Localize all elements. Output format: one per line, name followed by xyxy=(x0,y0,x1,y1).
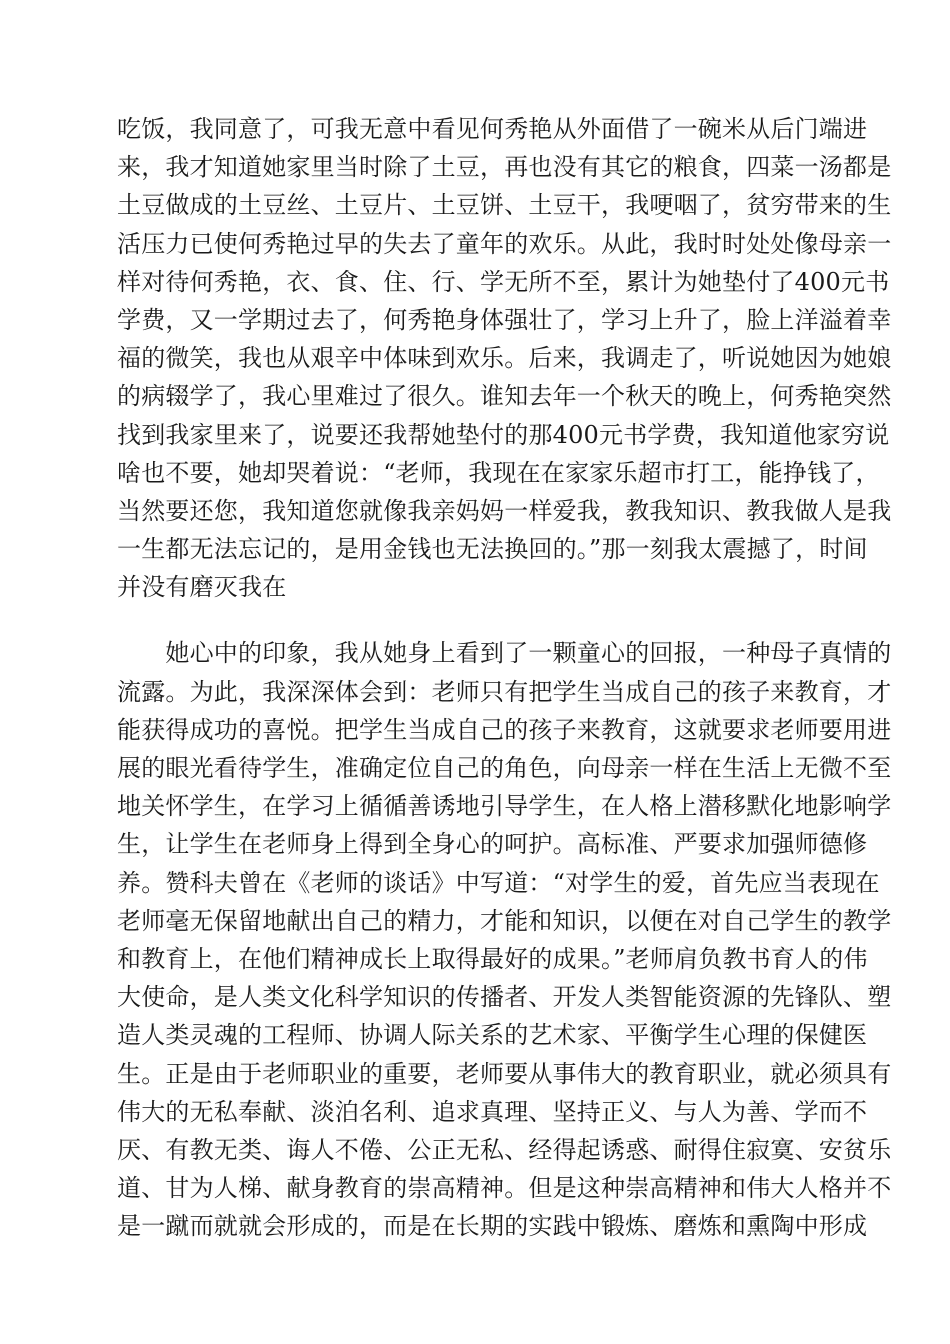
paragraph-2 xyxy=(117,634,892,1245)
text-line: 造人类灵魂的工程师、协调人际关系的艺术家、平衡学生心理的保健医 xyxy=(117,1021,868,1050)
text-line: 是一蹴而就就会形成的，而是在长期的实践中锻炼、磨炼和熏陶中形成 xyxy=(117,1212,868,1241)
text-line: 地关怀学生，在学习上循循善诱地引导学生，在人格上潜移默化地影响学 xyxy=(117,792,892,821)
text-line: 生。正是由于老师职业的重要，老师要从事伟大的教育职业，就必须具有 xyxy=(117,1059,892,1088)
text-line: 学费，又一学期过去了，何秀艳身体强壮了，学习上升了，脸上洋溢着幸 xyxy=(117,305,892,334)
text-line: 啥也不要，她却哭着说：“老师，我现在在家家乐超市打工，能挣钱了， xyxy=(117,458,880,487)
text-line: 一生都无法忘记的，是用金钱也无法换回的。”那一刻我太震撼了，时间 xyxy=(117,535,868,564)
text-line: 能获得成功的喜悦。把学生当成自己的孩子来教育，这就要求老师要用进 xyxy=(117,715,892,744)
text-line: 活压力已使何秀艳过早的失去了童年的欢乐。从此，我时时处处像母亲一 xyxy=(117,229,892,258)
text-line: 样对待何秀艳，衣、食、住、行、学无所不至，累计为她垫付了400元书 xyxy=(117,267,890,296)
text-line: 吃饭，我同意了，可我无意中看见何秀艳从外面借了一碗米从后门端进 xyxy=(117,115,868,143)
paragraph-1 xyxy=(117,110,892,606)
text-line: 当然要还您，我知道您就像我亲妈妈一样爱我，教我知识、教我做人是我 xyxy=(117,496,892,525)
text-line: 大使命，是人类文化科学知识的传播者、开发人类智能资源的先锋队、塑 xyxy=(117,983,892,1012)
text-line: 老师毫无保留地献出自己的精力，才能和知识，以便在对自己学生的教学 xyxy=(117,906,892,935)
text-line: 流露。为此，我深深体会到：老师只有把学生当成自己的孩子来教育，才 xyxy=(117,677,892,706)
text-line: 养。赞科夫曾在《老师的谈话》中写道：“对学生的爱，首先应当表现在 xyxy=(117,868,880,897)
text-line: 伟大的无私奉献、淡泊名利、追求真理、坚持正义、与人为善、学而不 xyxy=(117,1097,868,1126)
text-line: 来，我才知道她家里当时除了土豆，再也没有其它的粮食，四菜一汤都是 xyxy=(117,153,892,182)
text-line: 的病辍学了，我心里难过了很久。谁知去年一个秋天的晚上，何秀艳突然 xyxy=(117,382,892,411)
document-page xyxy=(117,110,892,1245)
text-line: 生，让学生在老师身上得到全身心的呵护。高标准、严要求加强师德修 xyxy=(117,830,868,859)
text-line: 她心中的印象，我从她身上看到了一颗童心的回报，一种母子真情的 xyxy=(117,639,892,668)
text-line: 土豆做成的土豆丝、土豆片、土豆饼、土豆干，我哽咽了，贫穷带来的生 xyxy=(117,191,892,220)
text-line: 展的眼光看待学生，准确定位自己的角色，向母亲一样在生活上无微不至 xyxy=(117,754,892,782)
text-line: 厌、有教无类、诲人不倦、公正无私、经得起诱惑、耐得住寂寞、安贫乐 xyxy=(117,1135,892,1164)
text-line: 并没有磨灭我在 xyxy=(117,573,287,602)
text-line: 福的微笑，我也从艰辛中体味到欢乐。后来，我调走了，听说她因为她娘 xyxy=(117,344,892,373)
text-line: 找到我家里来了，说要还我帮她垫付的那400元书学费，我知道他家穷说 xyxy=(117,420,890,449)
text-line: 道、甘为人梯、献身教育的崇高精神。但是这种崇高精神和伟大人格并不 xyxy=(117,1174,892,1203)
text-line: 和教育上，在他们精神成长上取得最好的成果。”老师肩负教书育人的伟 xyxy=(117,944,868,973)
paragraph-spacer xyxy=(117,606,837,634)
